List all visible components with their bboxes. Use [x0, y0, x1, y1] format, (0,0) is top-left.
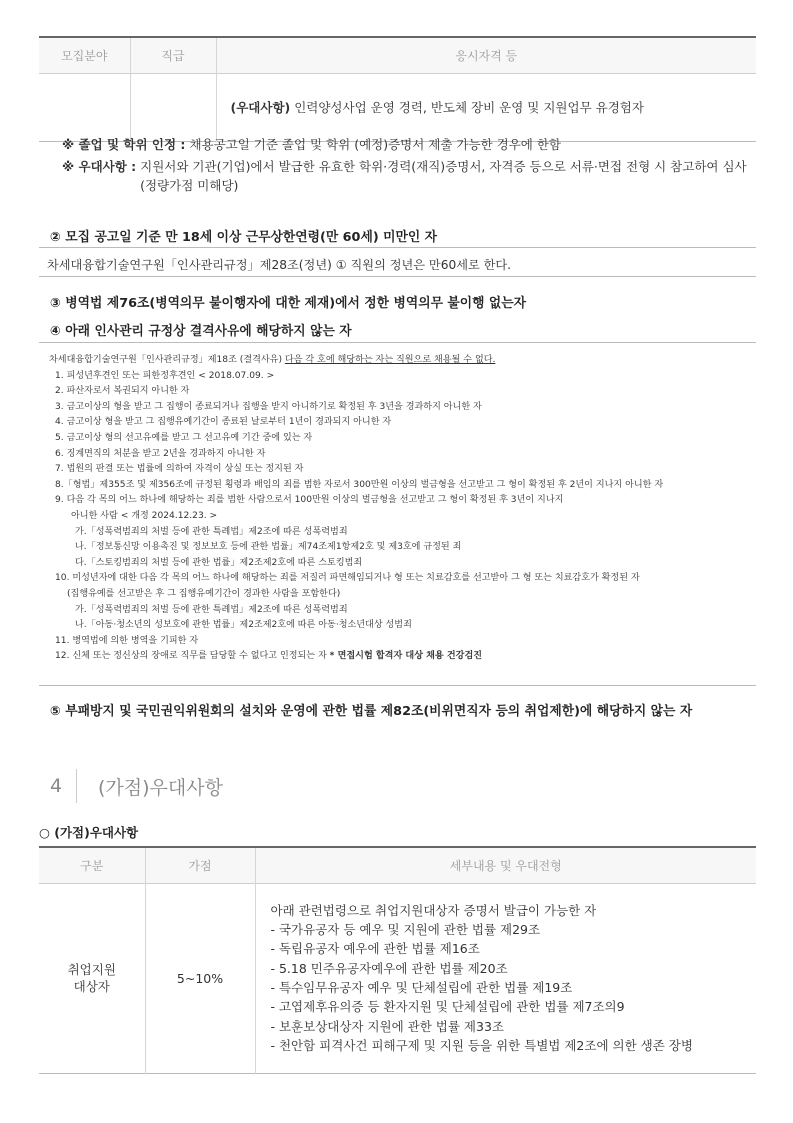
detail-line: 아래 관련법령으로 취업지원대상자 증명서 발급이 가능한 자 — [270, 902, 597, 918]
table-header-row — [39, 847, 756, 883]
list-subitem: 나.「정보통신망 이용촉진 및 정보보호 등에 관한 법률」제74조제1항제2호 및 제3호에 규정된 죄 — [75, 542, 462, 553]
list-item: 1. 피성년후견인 또는 피한정후견인 < 2018.07.09. > — [55, 370, 275, 381]
section-military-heading: ③ 병역법 제76조(병역의무 불이행자에 대한 제재)에서 정한 병역의무 불이행 없는자 — [50, 296, 527, 311]
disq-intro — [49, 353, 756, 369]
list-subitem: 다.「스토킹범죄의 처벌 등에 관한 법률」제2조제2호에 따른 스토킹범죄 — [75, 557, 363, 568]
disq-intro-text: 차세대융합기술연구원「인사관리규정」제18조 (결격사유) — [49, 355, 285, 365]
list-item: 5. 금고이상 형의 선고유예를 받고 그 선고유예 기간 중에 있는 자 — [55, 432, 313, 443]
note-graduation — [62, 135, 762, 154]
cell-category — [39, 883, 145, 1073]
header-rank: 직급 — [130, 37, 216, 73]
list-item: 3. 금고이상의 형을 받고 그 집행이 종료되거나 집행을 받지 아니하기로 확정된 후 3년을 경과하지 아니한 자 — [55, 401, 482, 412]
table-row — [39, 883, 756, 1073]
preference-table — [39, 846, 756, 1074]
preference-subheading: ○ (가점)우대사항 — [39, 825, 139, 840]
cell-details — [255, 883, 756, 1073]
section-age-heading: ② 모집 공고일 기준 만 18세 이상 근무상한연령(만 60세) 미만인 자 — [50, 230, 438, 245]
notes — [62, 135, 762, 198]
note-label: ※ 졸업 및 학위 인정 : — [62, 137, 186, 152]
chapter-heading — [50, 768, 223, 804]
item12-text: 12. 신체 또는 정신상의 장애로 직무를 담당할 수 없다고 인정되는 자 — [55, 651, 330, 662]
list-item: 11. 병역법에 의한 병역을 기피한 자 — [55, 635, 199, 646]
detail-line: - 천안함 피격사건 피해구제 및 지원 등을 위한 특별법 제2조에 의한 생존 장병 — [270, 1037, 693, 1053]
chapter-number: 4 — [50, 775, 63, 797]
pref-text: 인력양성사업 운영 경력, 반도체 장비 운영 및 지원업무 유경험자 — [290, 100, 644, 115]
note-label: ※ 우대사항 : — [62, 159, 137, 174]
header-details: 세부내용 및 우대전형 — [255, 847, 756, 883]
header-category: 구분 — [39, 847, 145, 883]
cell-field — [39, 73, 130, 141]
note-text: 채용공고일 기준 졸업 및 학위 (예정)증명서 제출 가능한 경우에 한함 — [189, 137, 561, 152]
list-item — [49, 649, 756, 665]
detail-line: - 독립유공자 예우에 관한 법률 제16조 — [270, 941, 480, 957]
header-points: 가점 — [145, 847, 255, 883]
disqualification-box — [39, 342, 756, 686]
section-anticorruption-heading: ⑤ 부패방지 및 국민권익위원회의 설치와 운영에 관한 법률 제82조(비위면직자 등의 취업제한)에 해당하지 않는 자 — [50, 704, 693, 719]
header-field: 모집분야 — [39, 37, 130, 73]
note-text: 지원서와 기관(기업)에서 발급한 유효한 학위·경력(재직)증명서, 자격증 등으로 서류·면접 전형 시 참고하여 심사(정량가점 미해당) — [140, 159, 747, 193]
table-header-row — [39, 37, 756, 73]
list-subitem: 가.「성폭력범죄의 처벌 등에 관한 특례법」제2조에 따른 성폭력범죄 — [75, 526, 348, 537]
list-item: 4. 금고이상 형을 받고 그 집행유예기간이 종료된 날로부터 1년이 경과되지 아니한 자 — [55, 417, 392, 428]
category-line: 대상자 — [73, 979, 110, 994]
list-item: 8.「형법」제355조 및 제356조에 규정된 횡령과 배임의 죄를 범한 자로서 300만원 이상의 벌금형을 선고받고 그 형이 확정된 후 2년이 지나지 아니한 자 — [55, 479, 664, 490]
qualification-table — [39, 36, 756, 142]
cell-rank — [130, 73, 216, 141]
list-item: 9. 다음 각 목의 어느 하나에 해당하는 죄를 범한 사람으로서 100만원 이상의 벌금형을 선고받고 그 형이 확정된 후 3년이 지나지 — [55, 495, 564, 506]
retirement-age-box: 차세대융합기술연구원「인사관리규정」제28조(정년) ① 직원의 정년은 만60세로 한다. — [39, 247, 756, 277]
list-item: 6. 징계면직의 처분을 받고 2년을 경과하지 아니한 자 — [55, 448, 266, 459]
list-subitem: 가.「성폭력범죄의 처벌 등에 관한 특례법」제2조에 따른 성폭력범죄 — [75, 604, 348, 615]
detail-line: - 보훈보상대상자 지원에 관한 법률 제33조 — [270, 1018, 504, 1034]
note-preference — [62, 157, 762, 195]
detail-line: - 5.18 민주유공자예우에 관한 법률 제20조 — [270, 960, 508, 976]
item12-note: * 면접시험 합격자 대상 채용 건강검진 — [329, 651, 483, 662]
chapter-title: (가점)우대사항 — [98, 776, 223, 799]
category-line: 취업지원 — [67, 962, 116, 977]
cell-points: 5~10% — [145, 883, 255, 1073]
disq-intro-underlined: 다음 각 호에 해당하는 자는 직원으로 채용될 수 없다. — [284, 355, 496, 365]
section-disqualification-heading: ④ 아래 인사관리 규정상 결격사유에 해당하지 않는 자 — [50, 324, 352, 339]
header-qualification: 응시자격 등 — [216, 37, 756, 73]
list-item-continuation: (집행유예를 선고받은 후 그 집행유예기간이 경과한 사람을 포함한다) — [67, 588, 341, 599]
list-item: 7. 법원의 판결 또는 법률에 의하여 자격이 상실 또는 정지된 자 — [55, 464, 304, 475]
cell-qualification — [216, 73, 756, 141]
list-item: 2. 파산자로서 복권되지 아니한 자 — [55, 386, 190, 397]
detail-line: - 국가유공자 등 예우 및 지원에 관한 법률 제29조 — [270, 922, 541, 938]
list-item: 10. 미성년자에 대한 다음 각 목의 어느 하나에 해당하는 죄를 저질러 파면해임되거나 형 또는 치료감호를 선고받아 그 형 또는 치료감호가 확정된 자 — [55, 573, 640, 584]
chapter-divider — [76, 769, 77, 803]
list-subitem: 나.「아동·청소년의 성보호에 관한 법률」제2조제2호에 따른 아동·청소년대상 성범죄 — [75, 620, 412, 631]
detail-line: - 특수임무유공자 예우 및 단체설립에 관한 법률 제19조 — [270, 980, 573, 995]
pref-label: (우대사항) — [230, 100, 291, 115]
detail-line: - 고엽제후유의증 등 환자지원 및 단체설립에 관한 법률 제7조의9 — [270, 999, 625, 1015]
table-row — [39, 73, 756, 141]
list-item-continuation: 아니한 사람 < 개정 2024.12.23. > — [71, 510, 218, 521]
